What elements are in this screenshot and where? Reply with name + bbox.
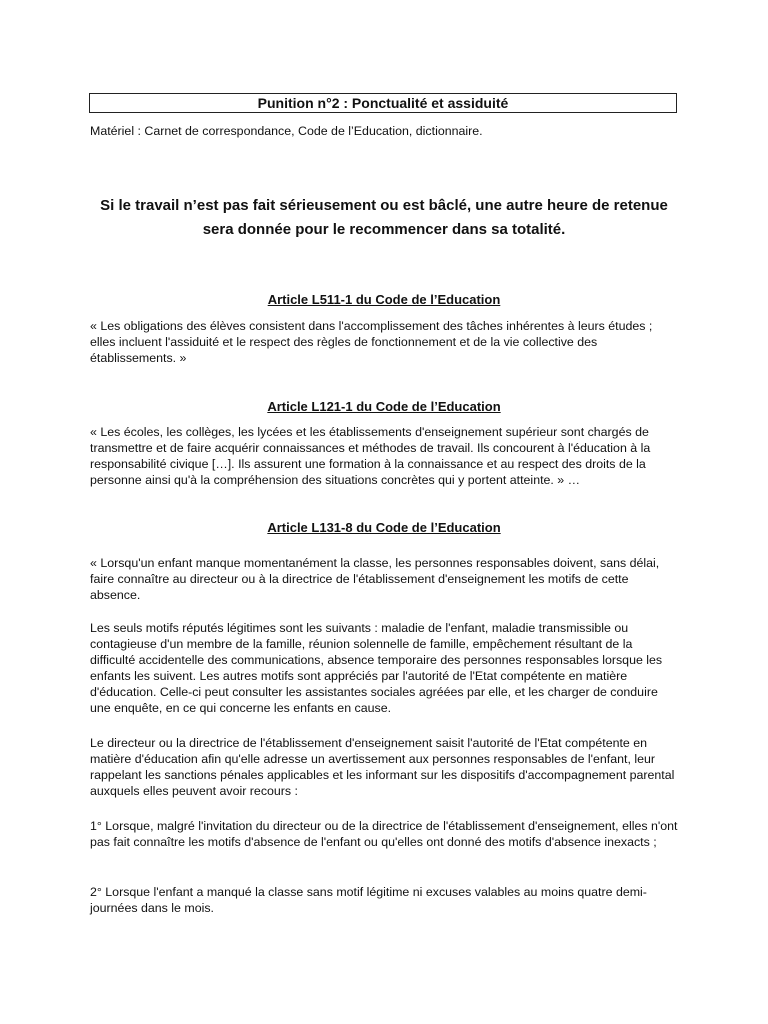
article-l131-8-paragraph-1: « Lorsqu'un enfant manque momentanément la classe, les personnes responsables doivent, sans délai, faire connaître au directeur ou à la directrice de l'établissement d'enseignement les motifs de cette absence. [90, 556, 660, 602]
article-l131-8-paragraph-2: Les seuls motifs réputés légitimes sont les suivants : maladie de l'enfant, maladie transmissible ou contagieuse d'un membre de la famille, réunion solennelle de famille, empêchement résultant de la difficulté accidentelle des communications, absence temporaire des personnes responsables lorsque les enfants les suivent. Les autres motifs sont appréciés par l'autorité de l'Etat compétente en matière d'éducation. Celle-ci peut consulter les assistantes sociales agréées par elle, et les charger de conduire une enquête, en ce qui concerne les enfants en cause. [90, 621, 663, 715]
article-l121-1-paragraph: « Les écoles, les collèges, les lycées et les établissements d'enseignement supérieur sont chargés de transmettre et de faire acquérir connaissances et méthodes de travail. Ils concourent à l'éducation à la responsabilité civique […]. Ils assurent une formation à la connaissance et au respect des droits de la personne ainsi qu'à la compréhension des situations concrètes qui y portent atteinte. » … [90, 425, 651, 487]
warning-notice: Si le travail n’est pas fait sérieusement ou est bâclé, une autre heure de retenue sera donnée pour le recommencer dans sa totalité. [100, 197, 668, 238]
article-heading-l511-1: Article L511-1 du Code de l’Education [267, 292, 501, 307]
article-l131-8-paragraph-4: 1° Lorsque, malgré l'invitation du directeur ou de la directrice de l'établissement d'enseignement, elles n'ont pas fait connaître les motifs d'absence de l'enfant ou qu'elles ont donné des motifs d'absence inexacts ; [90, 819, 678, 849]
materials-line: Matériel : Carnet de correspondance, Code de l’Education, dictionnaire. [90, 124, 483, 138]
article-l511-1-paragraph: « Les obligations des élèves consistent dans l'accomplissement des tâches inhérentes à leurs études ; elles incluent l'assiduité et le respect des règles de fonctionnement et de la vie collective des établissements. » [90, 319, 653, 365]
article-heading-l121-1: Article L121-1 du Code de l’Education [267, 399, 501, 414]
document-title: Punition n°2 : Ponctualité et assiduité [89, 93, 677, 113]
article-l131-8-paragraph-3: Le directeur ou la directrice de l'établissement d'enseignement saisit l'autorité de l'Etat compétente en matière d'éducation afin qu'elle adresse un avertissement aux personnes responsables de l'enfant, leur rappelant les sanctions pénales applicables et les informant sur les dispositifs d'accompagnement parental auxquels elles peuvent avoir recours : [90, 736, 675, 798]
article-l131-8-paragraph-5: 2° Lorsque l'enfant a manqué la classe sans motif légitime ni excuses valables au moins quatre demi-journées dans le mois. [90, 885, 647, 915]
article-heading-l131-8: Article L131-8 du Code de l’Education [267, 520, 501, 535]
